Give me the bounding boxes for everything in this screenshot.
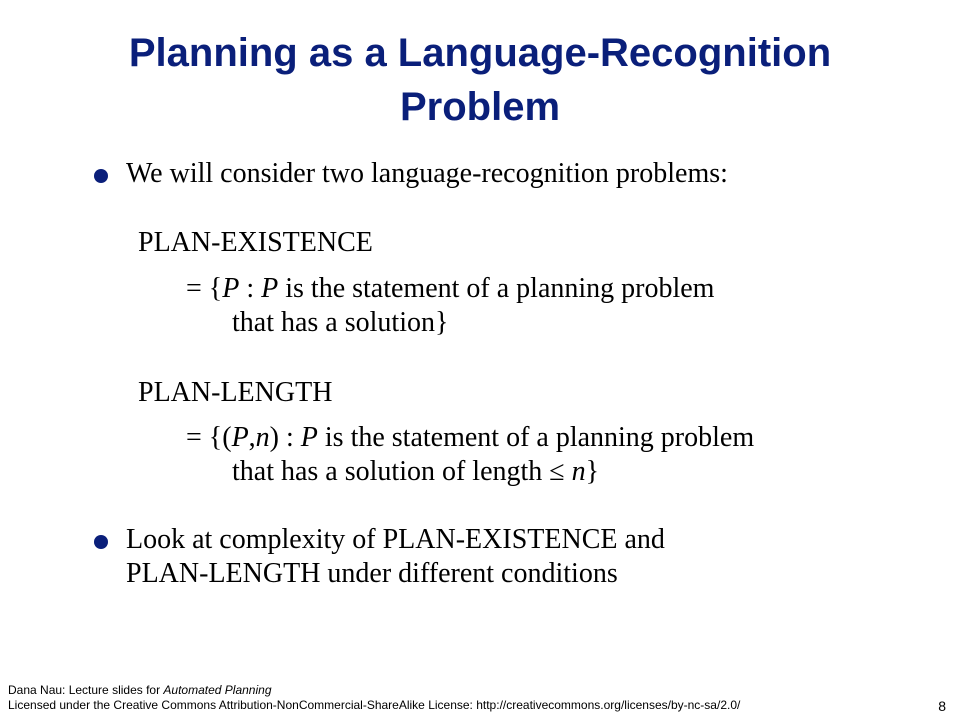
footer-author: Dana Nau: Lecture slides for [8, 683, 164, 697]
slide-title: Planning as a Language-Recognition Problem [128, 31, 832, 129]
plan-existence-def-line-2: that has a solution} [232, 307, 449, 338]
bullet-dot-icon [94, 535, 108, 549]
page-number: 8 [938, 698, 946, 714]
footer-book-title: Automated Planning [163, 683, 272, 697]
plan-length-def-line-1: = {(P,n) : P is the statement of a planning problem [186, 422, 755, 453]
footer-license: Licensed under the Creative Commons Attribution-NonCommercial-ShareAlike License: http://creativecommons.org/licenses/by-nc-sa/2.0/ [8, 698, 741, 712]
bullet-text-2-line-1: Look at complexity of PLAN-EXISTENCE and [126, 524, 665, 555]
bullet-text-1: We will consider two language-recognition problems: [126, 158, 728, 189]
plan-existence-name: PLAN-EXISTENCE [138, 227, 373, 258]
footer-credit [8, 683, 272, 697]
bullet-text-2-line-2: PLAN-LENGTH under different conditions [126, 558, 618, 589]
plan-existence-def-line-1: = {P : P is the statement of a planning problem [186, 273, 715, 304]
plan-length-name: PLAN-LENGTH [138, 377, 333, 408]
bullet-dot-icon [94, 169, 108, 183]
plan-length-def-line-2: that has a solution of length ≤ n} [232, 456, 600, 487]
